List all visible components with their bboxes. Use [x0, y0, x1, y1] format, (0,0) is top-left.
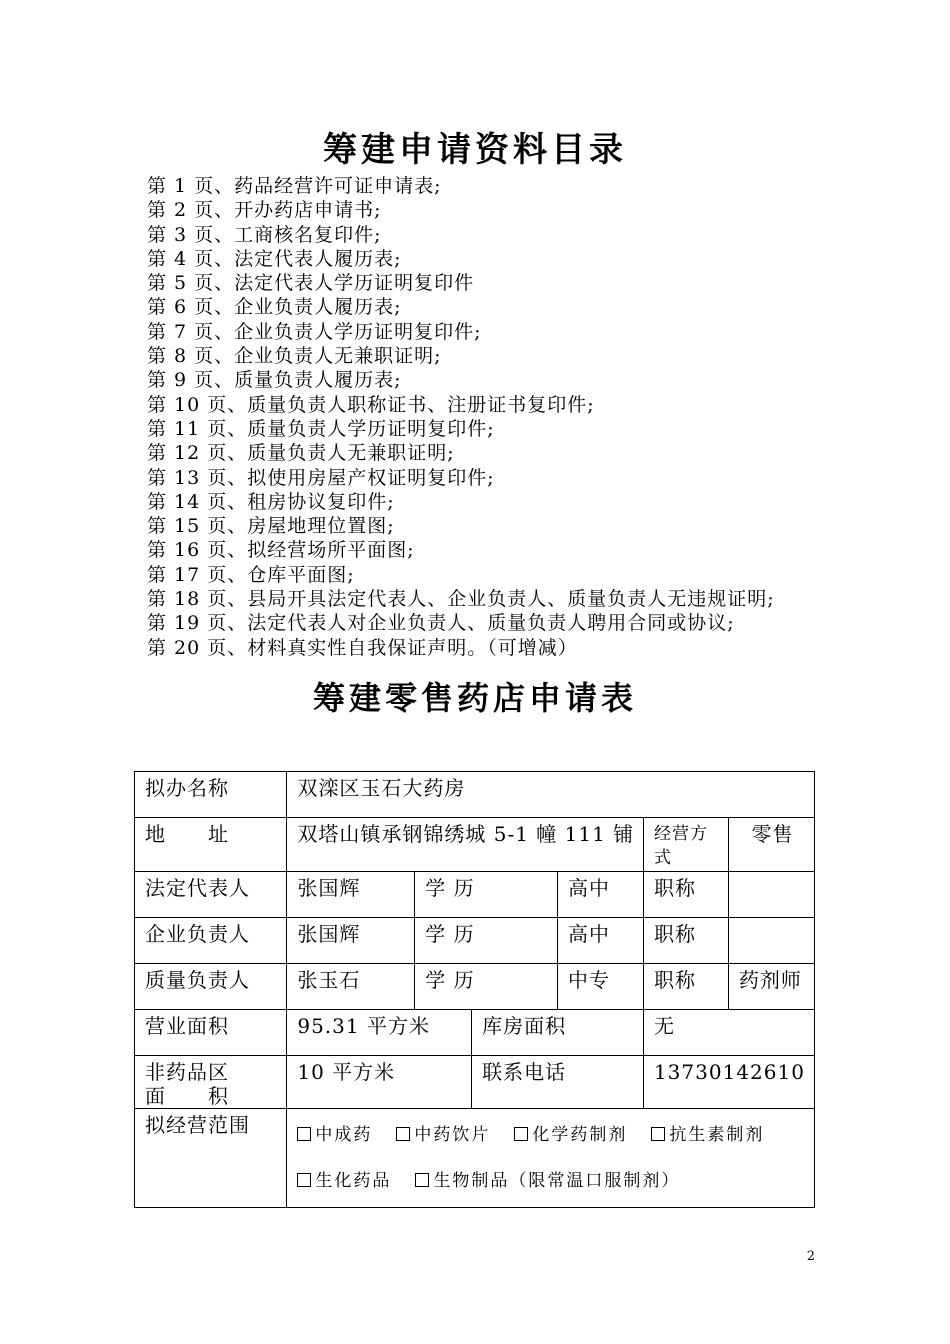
toc-item: 第 18 页、县局开具法定代表人、企业负责人、质量负责人无违规证明; [147, 588, 775, 611]
toc-list [147, 174, 887, 660]
scope-option-label: 中成药 [315, 1125, 373, 1145]
toc-item: 第 19 页、法定代表人对企业负责人、质量负责人聘用合同或协议; [147, 612, 735, 635]
title-label: 职称 [643, 872, 728, 918]
checkbox-icon[interactable] [396, 1127, 410, 1141]
scope-option[interactable] [651, 1125, 764, 1145]
name-label: 拟办名称 [135, 772, 287, 818]
warehouse-value: 无 [643, 1010, 814, 1056]
toc-item: 第 8 页、企业负责人无兼职证明; [147, 345, 442, 368]
checkbox-icon[interactable] [297, 1173, 311, 1187]
edu-label: 学 历 [415, 918, 558, 964]
edu-label: 学 历 [415, 964, 558, 1010]
toc-item: 第 6 页、企业负责人履历表; [147, 296, 402, 319]
quality-label: 质量负责人 [135, 964, 287, 1010]
scope-option[interactable] [297, 1171, 391, 1191]
toc-item: 第 11 页、质量负责人学历证明复印件; [147, 417, 495, 440]
nondrug-value: 10 平方米 [287, 1056, 472, 1109]
page-number: 2 [806, 1249, 815, 1264]
toc-item: 第 7 页、企业负责人学历证明复印件; [147, 320, 482, 343]
manager-edu: 高中 [558, 918, 644, 964]
nondrug-area-label [135, 1056, 287, 1109]
toc-item: 第 15 页、房屋地理位置图; [147, 515, 395, 538]
manager-title [728, 918, 814, 964]
scope-option[interactable] [396, 1125, 490, 1145]
checkbox-icon[interactable] [297, 1127, 311, 1141]
toc-item: 第 5 页、法定代表人学历证明复印件 [147, 272, 475, 295]
checkbox-icon[interactable] [514, 1127, 528, 1141]
legal-rep-name: 张国辉 [287, 872, 415, 918]
legal-rep-edu: 高中 [558, 872, 644, 918]
title-label: 职称 [643, 918, 728, 964]
scope-label: 拟经营范围 [135, 1109, 287, 1208]
toc-item: 第 2 页、开办药店申请书; [147, 199, 382, 222]
scope-option-label: 抗生素制剂 [669, 1125, 765, 1145]
title-label: 职称 [643, 964, 728, 1010]
quality-edu: 中专 [558, 964, 644, 1010]
toc-item: 第 13 页、拟使用房屋产权证明复印件; [147, 466, 495, 489]
application-form-table [134, 771, 815, 1208]
quality-name: 张玉石 [287, 964, 415, 1010]
area-value: 95.31 平方米 [287, 1010, 472, 1056]
scope-option-label: 生物制品（限常温口服制剂） [433, 1171, 681, 1191]
toc-item: 第 3 页、工商核名复印件; [147, 223, 382, 246]
nondrug-label-line2: 面 积 [145, 1084, 229, 1108]
address-label: 地 址 [135, 818, 287, 872]
toc-item: 第 16 页、拟经营场所平面图; [147, 539, 415, 562]
edu-label: 学 历 [415, 872, 558, 918]
nondrug-label-line1: 非药品区 [145, 1060, 229, 1084]
scope-option[interactable] [514, 1125, 627, 1145]
manager-label: 企业负责人 [135, 918, 287, 964]
name-value: 双滦区玉石大药房 [287, 772, 815, 818]
checkbox-icon[interactable] [415, 1173, 429, 1187]
scope-option-label: 化学药制剂 [532, 1125, 628, 1145]
checkbox-icon[interactable] [651, 1127, 665, 1141]
legal-rep-title [728, 872, 814, 918]
form-title: 筹建零售药店申请表 [312, 679, 637, 717]
toc-item: 第 1 页、药品经营许可证申请表; [147, 175, 442, 197]
toc-item: 第 17 页、仓库平面图; [147, 563, 355, 586]
scope-option-label: 生化药品 [315, 1171, 392, 1191]
manager-name: 张国辉 [287, 918, 415, 964]
scope-option[interactable] [415, 1171, 680, 1191]
address-value: 双塔山镇承钢锦绣城 5-1 幢 111 铺 [287, 818, 644, 872]
phone-value: 13730142610 [643, 1056, 814, 1109]
toc-item: 第 12 页、质量负责人无兼职证明; [147, 442, 455, 465]
toc-item: 第 4 页、法定代表人履历表; [147, 247, 402, 270]
toc-item: 第 9 页、质量负责人履历表; [147, 369, 402, 392]
scope-option[interactable] [297, 1125, 372, 1145]
toc-item: 第 10 页、质量负责人职称证书、注册证书复印件; [147, 393, 595, 416]
mode-value: 零售 [728, 818, 814, 872]
scope-options [287, 1109, 815, 1208]
toc-item: 第 20 页、材料真实性自我保证声明。（可增减） [147, 636, 578, 659]
phone-label: 联系电话 [472, 1056, 644, 1109]
legal-rep-label: 法定代表人 [135, 872, 287, 918]
toc-item: 第 14 页、租房协议复印件; [147, 490, 395, 513]
quality-title: 药剂师 [728, 964, 814, 1010]
toc-title: 筹建申请资料目录 [323, 130, 627, 170]
area-label: 营业面积 [135, 1010, 287, 1056]
warehouse-label: 库房面积 [472, 1010, 644, 1056]
scope-option-label: 中药饮片 [414, 1125, 491, 1145]
mode-label: 经营方式 [643, 818, 728, 872]
